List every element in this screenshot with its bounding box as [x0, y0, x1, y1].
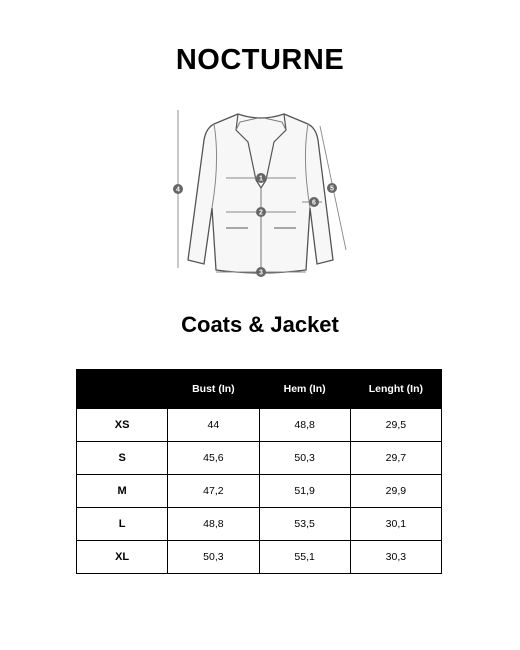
svg-text:2: 2: [259, 209, 263, 217]
bust-cell: 45,6: [168, 442, 259, 475]
length-cell: 30,3: [350, 541, 441, 574]
marker-1: [256, 173, 266, 183]
bust-cell: 50,3: [168, 541, 259, 574]
svg-text:3: 3: [259, 269, 263, 277]
header-hem: Hem (In): [259, 370, 350, 409]
svg-text:1: 1: [259, 175, 263, 183]
jacket-measurement-diagram: [160, 100, 360, 285]
bust-cell: 48,8: [168, 508, 259, 541]
svg-text:6: 6: [312, 199, 316, 207]
brand-title: NOCTURNE: [175, 44, 345, 76]
marker-4: [173, 184, 183, 194]
section-title: Coats & Jacket: [181, 312, 339, 337]
length-cell: 30,1: [350, 508, 441, 541]
hem-cell: 48,8: [259, 409, 350, 442]
header-bust: Bust (In): [168, 370, 259, 409]
size-cell: XS: [77, 409, 168, 442]
table-row: [77, 508, 442, 541]
length-cell: 29,7: [350, 442, 441, 475]
size-cell: XL: [77, 541, 168, 574]
table-header-row: [77, 370, 442, 409]
jacket-illustration: [160, 100, 360, 285]
table-row: [77, 409, 442, 442]
marker-5: [327, 183, 337, 193]
length-cell: 29,5: [350, 409, 441, 442]
hem-cell: 51,9: [259, 475, 350, 508]
bust-cell: 44: [168, 409, 259, 442]
table-row: [77, 541, 442, 574]
table-row: [77, 475, 442, 508]
header-size: [77, 370, 168, 409]
bust-cell: 47,2: [168, 475, 259, 508]
marker-2: [256, 207, 266, 217]
length-cell: 29,9: [350, 475, 441, 508]
svg-text:4: 4: [176, 186, 180, 194]
hem-cell: 55,1: [259, 541, 350, 574]
size-cell: S: [77, 442, 168, 475]
size-cell: L: [77, 508, 168, 541]
header-length: Lenght (In): [350, 370, 441, 409]
hem-cell: 53,5: [259, 508, 350, 541]
hem-cell: 50,3: [259, 442, 350, 475]
table-row: [77, 442, 442, 475]
marker-3: [256, 267, 266, 277]
size-cell: M: [77, 475, 168, 508]
svg-text:5: 5: [330, 185, 334, 193]
size-chart-table: [76, 369, 442, 574]
marker-6: [309, 197, 319, 207]
